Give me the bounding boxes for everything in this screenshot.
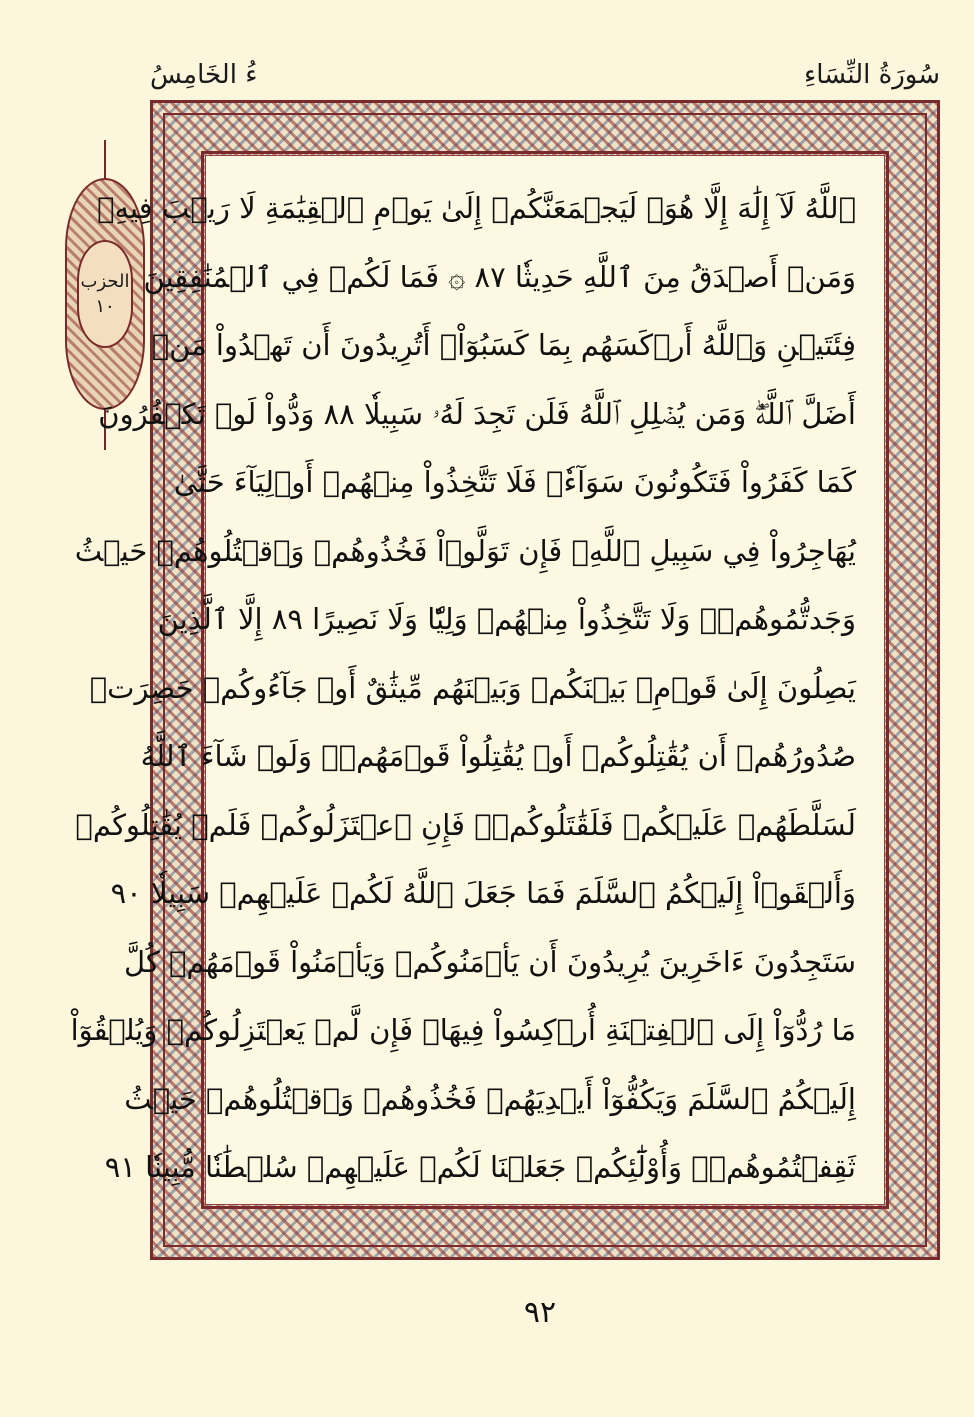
text-line-8: يَصِلُونَ إِلَىٰ قَوۡمِۭ بَيۡنَكُمۡ وَبَيۡنَهُم مِّيثَٰقٌ أَوۡ جَآءُوكُمۡ حَصِرَتۡ	[89, 670, 856, 705]
surah-title: سُورَةُ النِّسَاءِ	[804, 60, 940, 90]
text-line-2: وَمَنۡ أَصۡدَقُ مِنَ ٱللَّهِ حَدِيثٗا ٨٧ ۞ فَمَا لَكُمۡ فِي ٱلۡمُنَٰفِقِينَ	[143, 259, 856, 294]
text-line-10: لَسَلَّطَهُمۡ عَلَيۡكُمۡ فَلَقَٰتَلُوكُمۡۚ فَإِنِ ٱعۡتَزَلُوكُمۡ فَلَمۡ يُقَٰتِلُوكُمۡ	[75, 807, 856, 842]
text-line-11: وَأَلۡقَوۡاْ إِلَيۡكُمُ ٱلسَّلَمَ فَمَا جَعَلَ ٱللَّهُ لَكُمۡ عَلَيۡهِمۡ سَبِيلٗا ٩٠	[110, 876, 856, 910]
hizb-number: ١٠	[95, 296, 115, 317]
text-line-12: سَتَجِدُونَ ءَاخَرِينَ يُرِيدُونَ أَن يَأۡمَنُوكُمۡ وَيَأۡمَنُواْ قَوۡمَهُمۡ كُلَّ	[124, 944, 856, 979]
text-line-4: أَضَلَّ ٱللَّهُۖ وَمَن يُضۡلِلِ ٱللَّهُ فَلَن تَجِدَ لَهُۥ سَبِيلٗا ٨٨ وَدُّواْ لَوۡ تَكۡفُرُونَ	[98, 396, 856, 431]
page-number: ٩٢	[523, 1295, 557, 1330]
hizb-label: الحزب	[80, 271, 130, 292]
hizb-medallion-inner	[77, 240, 133, 348]
text-line-7: وَجَدتُّمُوهُمۡۖ وَلَا تَتَّخِذُواْ مِنۡهُمۡ وَلِيّٗا وَلَا نَصِيرًا ٨٩ إِلَّا ٱلَّذِينَ	[157, 602, 856, 636]
text-line-15: ثَقِفۡتُمُوهُمۡۚ وَأُوْلَٰٓئِكُمۡ جَعَلۡنَا لَكُمۡ عَلَيۡهِمۡ سُلۡطَٰنٗا مُّبِينٗا ٩١	[104, 1150, 856, 1184]
text-line-6: يُهَاجِرُواْ فِي سَبِيلِ ٱللَّهِۚ فَإِن تَوَلَّوۡاْ فَخُذُوهُمۡ وَٱقۡتُلُوهُمۡ حَيۡثُ	[74, 533, 856, 568]
text-line-14: إِلَيۡكُمُ ٱلسَّلَمَ وَيَكُفُّوٓاْ أَيۡدِيَهُمۡ فَخُذُوهُمۡ وَٱقۡتُلُوهُمۡ حَيۡثُ	[124, 1081, 856, 1116]
text-line-5: كَمَا كَفَرُواْ فَتَكُونُونَ سَوَآءٗۖ فَلَا تَتَّخِذُواْ مِنۡهُمۡ أَوۡلِيَآءَ حَتَّىٰ	[173, 465, 856, 499]
text-line-1: ٱللَّهُ لَآ إِلَٰهَ إِلَّا هُوَۚ لَيَجۡمَعَنَّكُمۡ إِلَىٰ يَوۡمِ ٱلۡقِيَٰمَةِ لَا رَيۡبَ فِيهِۗ	[97, 191, 856, 225]
text-line-13: مَا رُدُّوٓاْ إِلَى ٱلۡفِتۡنَةِ أُرۡكِسُواْ فِيهَاۚ فَإِن لَّمۡ يَعۡتَزِلُوكُمۡ وَيُلۡقُوٓاْ	[70, 1013, 856, 1047]
page-header	[150, 55, 940, 95]
juz-title: ءُ الخَامِسُ	[150, 60, 258, 90]
text-line-3: فِئَتَيۡنِ وَٱللَّهُ أَرۡكَسَهُم بِمَا كَسَبُوٓاْۚ أَتُرِيدُونَ أَن تَهۡدُواْ مَنۡ	[151, 328, 856, 362]
text-line-9: صُدُورُهُمۡ أَن يُقَٰتِلُوكُمۡ أَوۡ يُقَٰتِلُواْ قَوۡمَهُمۡۚ وَلَوۡ شَآءَ ٱللَّهُ	[140, 739, 856, 773]
